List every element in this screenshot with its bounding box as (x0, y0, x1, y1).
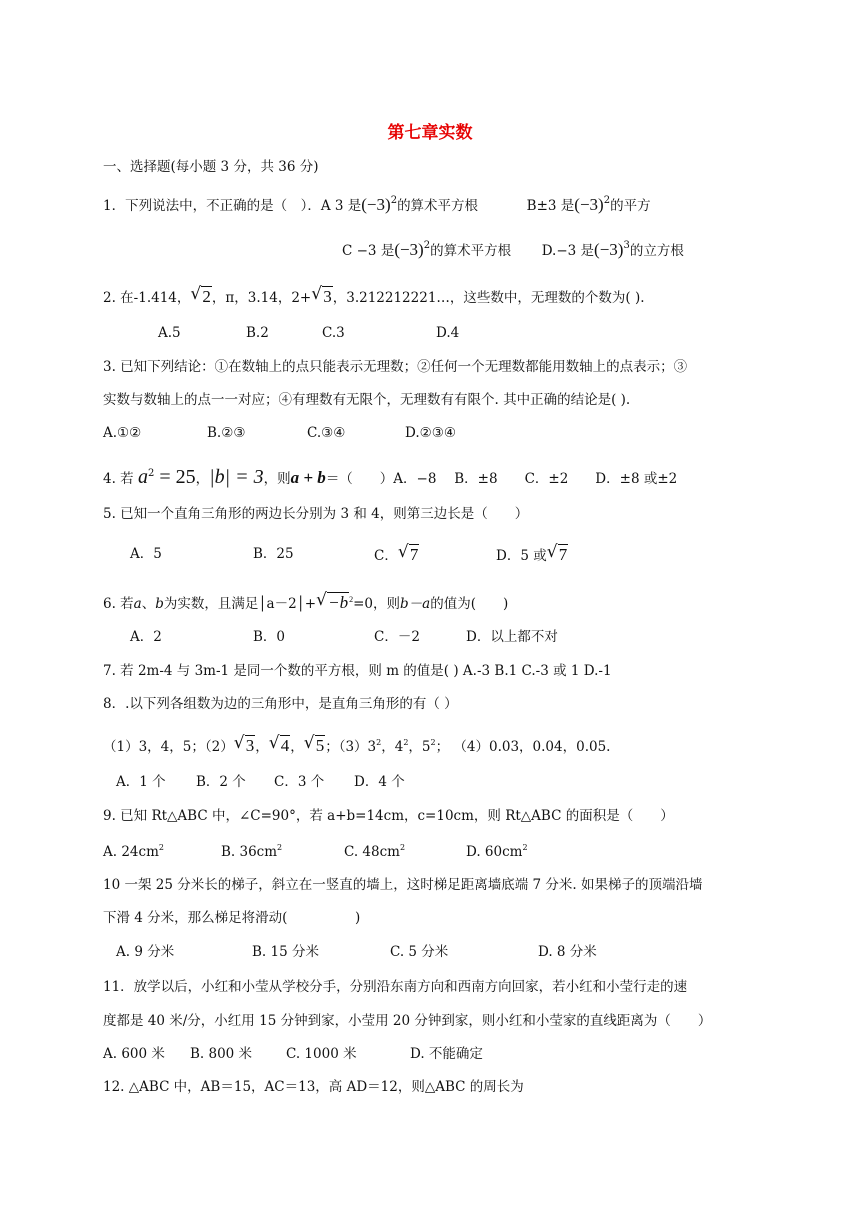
question-8-groups (103, 737, 610, 755)
math-exponent: 2 (376, 738, 382, 747)
question-1-text: 的平方 (610, 198, 651, 214)
radicand: 7 (409, 545, 419, 564)
option-label: D. 60cm (466, 844, 523, 860)
question-1-line-1 (103, 196, 651, 214)
question-10-option-d: D. 8 分米 (538, 944, 597, 960)
question-8-option-c: C．3 个 (274, 774, 325, 790)
question-2-option-d: D.4 (436, 325, 460, 341)
question-1-text: B±3 是 (526, 198, 575, 214)
question-11-line-1: 11．放学以后，小红和小莹从学校分手，分别沿东南方向和西南方向回家，若小红和小莹行走的速 (103, 979, 688, 995)
sqrt-expr (311, 288, 333, 305)
question-8-text: ，5 (408, 739, 431, 755)
math-expr: (−3) (594, 240, 624, 259)
question-2-option-a: A.5 (158, 325, 181, 341)
question-6 (103, 594, 508, 612)
radicand: 3 (323, 287, 332, 306)
question-4-text: ，则 (263, 471, 291, 487)
option-label: D．5 或 (496, 548, 547, 564)
question-3-option-d: D.②③④ (405, 425, 456, 441)
math-exponent: 2 (277, 843, 283, 852)
math-expr: (−3) (394, 240, 424, 259)
math-exponent: 3 (623, 240, 630, 251)
question-3-line-2: 实数与数轴上的点一一对应；④有理数有无限个，无理数有有限个. 其中正确的结论是( ). (103, 392, 631, 408)
math-exponent: 2 (403, 738, 409, 747)
question-2-text: 2. 在-1.414， (103, 290, 191, 306)
question-9-option-d (466, 843, 528, 860)
question-12: 12. △ABC 中，AB＝15，AC＝13，高 AD＝12，则△ABC 的周长为 (103, 1079, 524, 1095)
question-1-text: 的算术平方根 (397, 198, 479, 214)
question-5-option-c (374, 546, 419, 564)
question-2-option-c: C.3 (322, 325, 345, 341)
question-1-line-2 (342, 241, 684, 259)
sqrt-expr (547, 546, 569, 563)
option-label: B. 36cm (221, 844, 278, 860)
sqrt-expr (269, 737, 291, 754)
radicand: 3 (245, 736, 255, 755)
question-9: 9. 已知 Rt△ABC 中，∠C=90°，若 a+b=14cm，c=10cm，则 Rt△ABC 的面积是（ ） (103, 808, 674, 824)
question-6-text: 的值为( ) (430, 596, 509, 612)
radicand: 7 (558, 545, 568, 564)
question-6-text: 6. 若 (103, 596, 134, 612)
question-5-option-b: B．25 (253, 546, 294, 562)
question-6-option-b: B．0 (253, 629, 286, 645)
question-5-option-a: A．5 (130, 546, 162, 562)
radicand: 5 (315, 736, 325, 755)
question-10-option-b: B. 15 分米 (252, 944, 319, 960)
math-exponent: 2 (349, 595, 354, 604)
math-var: a (133, 596, 142, 612)
option-label: A. 24cm (103, 844, 159, 860)
question-8-text: ， (290, 739, 304, 755)
math-expr: |b| = 3 (209, 466, 264, 488)
question-4-text: ＝（ ）A．−8 B．±8 C．±2 D．±8 或±2 (325, 471, 678, 487)
question-11-option-a: A. 600 米 (103, 1046, 165, 1062)
math-var: a (137, 466, 148, 488)
question-11-option-b: B. 800 米 (190, 1046, 253, 1062)
question-11-option-d: D. 不能确定 (410, 1046, 483, 1062)
question-10-line-1: 10 一架 25 分米长的梯子，斜立在一竖直的墙上，这时梯足距离墙底端 7 分米. 如果梯子的顶端沿墙 (103, 877, 703, 893)
option-label: C. 48cm (344, 844, 400, 860)
question-8: 8．.以下列各组数为边的三角形中，是直角三角形的有（ ） (103, 696, 458, 712)
question-9-option-b (221, 843, 283, 860)
math-exponent: 2 (147, 468, 155, 479)
math-expr: = 25 (154, 466, 196, 488)
question-6-option-d: D．以上都不对 (466, 629, 558, 645)
question-7: 7. 若 2m-4 与 3m-1 是同一个数的平方根，则 m 的值是( ) A.-3 B.1 C.-3 或 1 D.-1 (103, 663, 612, 679)
question-8-text: （1）3，4，5；（2） (103, 739, 234, 755)
question-8-text: ；（3）3 (325, 739, 377, 755)
question-1-text: D.−3 是 (541, 243, 595, 259)
sqrt-expr (398, 546, 420, 563)
math-exponent: 2 (430, 738, 436, 747)
math-expr: (−3) (574, 195, 604, 214)
question-10-line-2: 下滑 4 分米，那么梯足将滑动( ) (103, 910, 361, 926)
question-3-option-a: A.①② (103, 425, 142, 441)
question-9-option-c (344, 843, 406, 860)
question-2 (103, 288, 645, 306)
question-2-text: ，3.212212221…，这些数中，无理数的个数为( ). (332, 290, 645, 306)
question-9-option-a (103, 843, 164, 860)
question-6-text: 、 (141, 596, 156, 612)
question-11-line-2: 度都是 40 米/分，小红用 15 分钟到家，小莹用 20 分钟到家，则小红和小莹家的直线距离为（ ） (103, 1013, 712, 1029)
question-2-option-b: B.2 (246, 325, 269, 341)
question-1-text: 的算术平方根 (430, 243, 512, 259)
question-8-text: ， (255, 739, 269, 755)
math-exponent: 2 (399, 843, 406, 852)
question-6-text: =0，则 (353, 596, 400, 612)
math-exponent: 2 (522, 843, 528, 852)
math-exponent: 2 (423, 240, 431, 251)
radicand: 2 (202, 287, 211, 306)
question-2-text: ，π，3.14，2+ (211, 290, 312, 306)
sqrt-expr (316, 594, 353, 611)
question-6-option-a: A．2 (130, 629, 162, 645)
math-expr: (−3) (361, 195, 391, 214)
question-8-option-a: A．1 个 (116, 774, 166, 790)
question-1-text: C −3 是 (342, 243, 395, 259)
question-4-text: 4. 若 (103, 471, 134, 487)
math-exponent: 2 (158, 843, 164, 852)
question-11-option-c: C. 1000 米 (286, 1046, 357, 1062)
question-3-option-b: B.②③ (207, 425, 246, 441)
question-6-option-c: C．－2 (374, 629, 420, 645)
option-label: C． (374, 548, 398, 564)
math-exponent: 2 (390, 195, 398, 206)
question-8-option-b: B．2 个 (196, 774, 246, 790)
page-title: 第七章实数 (387, 123, 473, 143)
question-8-text: ； （4）0.03，0.04，0.05. (435, 739, 611, 755)
radicand: −b (328, 593, 349, 612)
question-4-text: ， (195, 471, 210, 487)
question-10-option-c: C. 5 分米 (390, 944, 449, 960)
math-expr: a + b (290, 468, 326, 487)
sqrt-expr (234, 737, 256, 754)
math-exponent: 2 (603, 195, 611, 206)
question-10-option-a: A. 9 分米 (116, 944, 175, 960)
question-4 (103, 467, 677, 487)
sqrt-expr (304, 737, 326, 754)
math-var: b (155, 596, 164, 612)
question-8-text: ，4 (381, 739, 404, 755)
radicand: 4 (280, 736, 290, 755)
question-3-line-1: 3. 已知下列结论：①在数轴上的点只能表示无理数；②任何一个无理数都能用数轴上的点表示；③ (103, 359, 688, 375)
question-5-option-d (496, 546, 568, 564)
math-expr: b－a (400, 596, 431, 612)
question-5: 5. 已知一个直角三角形的两边长分别为 3 和 4，则第三边长是（ ） (103, 506, 529, 522)
question-8-option-d: D．4 个 (354, 774, 405, 790)
question-1-text: 的立方根 (629, 243, 684, 259)
question-3-option-c: C.③④ (307, 425, 346, 441)
question-1-text: 1．下列说法中，不正确的是（ ）．A 3 是 (103, 198, 362, 214)
sqrt-expr (190, 288, 212, 305)
section-header: 一、选择题(每小题 3 分，共 36 分) (103, 159, 319, 175)
question-6-text: 为实数，且满足│a－2│+ (163, 596, 317, 612)
